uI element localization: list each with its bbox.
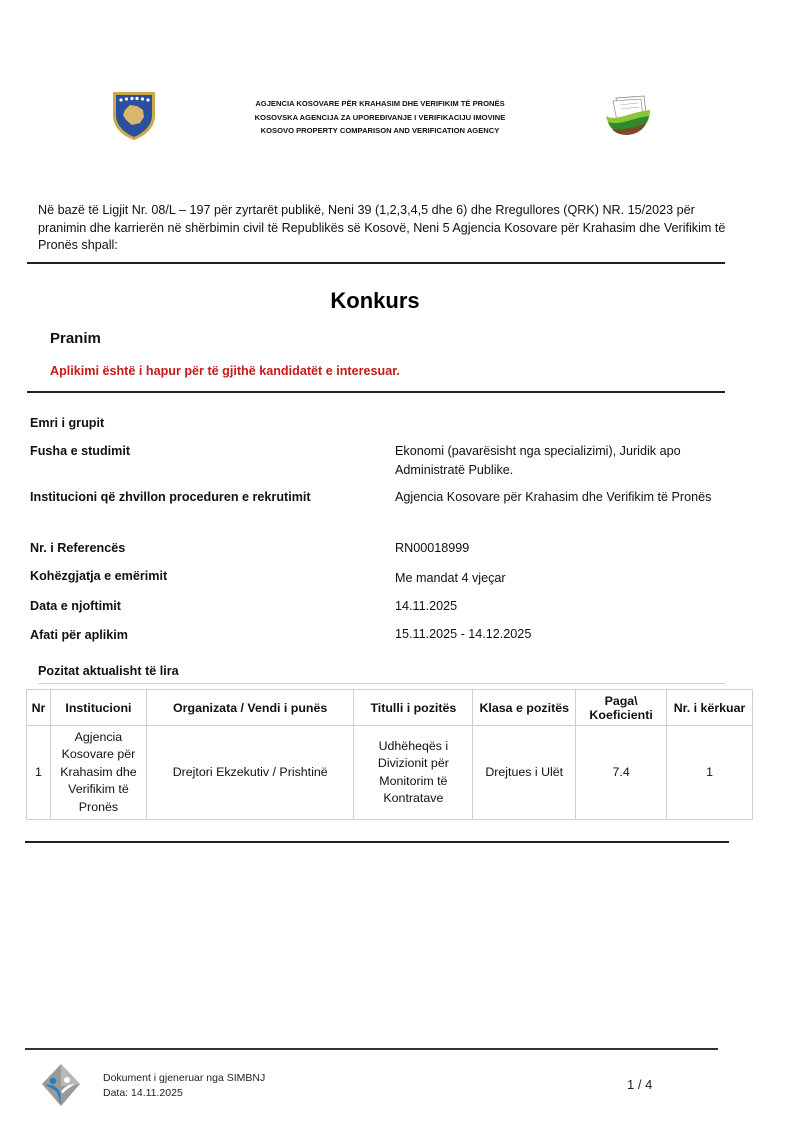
page-title: Konkurs bbox=[330, 288, 420, 313]
field-label-recruiting-institution: Institucioni që zhvillon proceduren e rekrutimit bbox=[30, 490, 311, 504]
agency-name-english: KOSOVO PROPERTY COMPARISON AND VERIFICATION AGENCY bbox=[260, 126, 500, 135]
divider bbox=[27, 262, 725, 264]
field-label-field-of-study: Fusha e studimit bbox=[30, 444, 131, 458]
field-label-application-deadline: Afati për aplikim bbox=[30, 628, 128, 642]
field-value-recruiting-institution: Agjencia Kosovare për Krahasim dhe Verifikim të Pronës bbox=[395, 490, 712, 504]
simbnj-logo-icon bbox=[40, 1062, 82, 1108]
cell-number-required: 1 bbox=[667, 726, 753, 820]
column-header-nr: Nr bbox=[27, 690, 51, 726]
section-heading-open-positions: Pozitat aktualisht të lira bbox=[38, 664, 179, 678]
column-header-pay-coefficient: Paga\ Koeficienti bbox=[576, 690, 667, 726]
cell-pay-coefficient: 7.4 bbox=[576, 726, 667, 820]
column-header-organization: Organizata / Vendi i punës bbox=[146, 690, 354, 726]
field-label-reference-number: Nr. i Referencës bbox=[30, 541, 126, 555]
divider bbox=[27, 391, 725, 393]
competition-type: Pranim bbox=[50, 330, 101, 347]
agency-document-landscape-logo-icon bbox=[602, 92, 654, 138]
agency-name-serbian: KOSOVSKA AGENCIJA ZA UPOREĐIVANJE I VERIFIKACIJU IMOVINE bbox=[254, 112, 506, 122]
cell-position-class: Drejtues i Ulët bbox=[473, 726, 576, 820]
column-header-position-class: Klasa e pozitës bbox=[473, 690, 576, 726]
column-header-number-required: Nr. i kërkuar bbox=[667, 690, 753, 726]
kosovo-coat-of-arms-icon bbox=[110, 89, 158, 141]
generated-date-text: Data: 14.11.2025 bbox=[103, 1086, 183, 1099]
field-value-reference-number: RN00018999 bbox=[395, 541, 470, 555]
table-row bbox=[27, 726, 753, 820]
divider bbox=[25, 841, 729, 843]
generated-by-text: Dokument i gjeneruar nga SIMBNJ bbox=[103, 1072, 266, 1084]
field-label-notice-date: Data e njoftimit bbox=[30, 599, 121, 613]
field-label-appointment-duration: Kohëzgjatja e emërimit bbox=[30, 569, 168, 583]
field-value-field-of-study: Ekonomi (pavarësisht nga specializimi), Juridik apo Administratë Publike. bbox=[395, 444, 681, 477]
positions-table bbox=[26, 689, 753, 820]
footer-info bbox=[103, 1071, 265, 1100]
legal-basis-text: Në bazë të Ligjit Nr. 08/L – 197 për zyrtarët publikë, Neni 39 (1,2,3,4,5 dhe 6) dhe Rregullores (QRK) NR. 15/2023 për pranimin dhe karrierën në shërbimin civil të Republikës së Kosovë, Neni 5 Agjencia Kosovare për Krahasim dhe Verifikim të Pronës shpall: bbox=[38, 203, 726, 252]
cell-position-title: Udhëheqës i Divizionit për Monitorim të Kontratave bbox=[354, 726, 473, 820]
agency-header bbox=[180, 97, 580, 138]
eligibility-notice: Aplikimi është i hapur për të gjithë kandidatët e interesuar. bbox=[50, 364, 400, 378]
field-label-group-name: Emri i grupit bbox=[30, 416, 105, 430]
field-value-application-deadline: 15.11.2025 - 14.12.2025 bbox=[395, 627, 532, 641]
agency-name-albanian: AGJENCIA KOSOVARE PËR KRAHASIM DHE VERIFIKIM TË PRONËS bbox=[255, 99, 505, 108]
section-underline bbox=[38, 683, 725, 684]
cell-nr: 1 bbox=[27, 726, 51, 820]
field-value-appointment-duration: Me mandat 4 vjeçar bbox=[395, 571, 506, 585]
column-header-institution: Institucioni bbox=[50, 690, 146, 726]
cell-institution: Agjencia Kosovare për Krahasim dhe Verifikim të Pronës bbox=[50, 726, 146, 820]
table-header-row bbox=[27, 690, 753, 726]
cell-organization: Drejtori Ekzekutiv / Prishtinë bbox=[146, 726, 354, 820]
footer-divider bbox=[25, 1048, 718, 1050]
column-header-position-title: Titulli i pozitës bbox=[354, 690, 473, 726]
field-value-notice-date: 14.11.2025 bbox=[395, 599, 458, 613]
page-number: 1 / 4 bbox=[627, 1077, 653, 1092]
